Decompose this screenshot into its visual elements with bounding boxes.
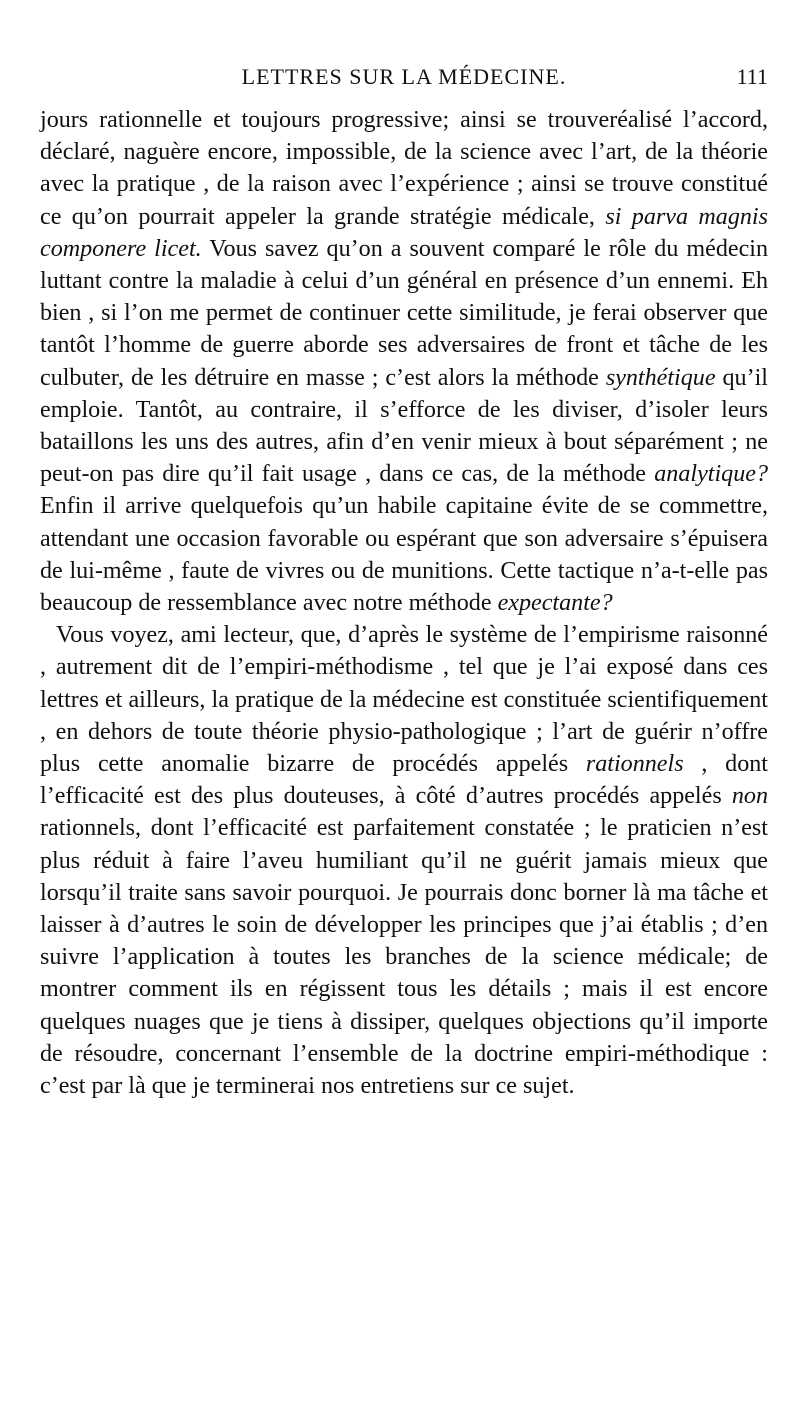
paragraph-1-italic-3: analytique? bbox=[654, 461, 768, 488]
paragraph-2 bbox=[40, 619, 768, 1102]
page-number: 111 bbox=[736, 64, 768, 89]
running-head bbox=[40, 62, 768, 92]
paragraph-2-text-2: , dont l’efficacité est des plus douteuses, à côté d’autres procédés appelés bbox=[40, 751, 768, 810]
paragraph-1-text-2: Vous savez qu’on a souvent comparé le rôle du médecin luttant contre la maladie à celui d’un général en présence d’un ennemi. Eh bien , si l’on me permet de continuer cette similitude, je ferai observer que tantôt l’homme de guerre aborde ses adversaires de front et tâche de les culbuter, de les détruire en masse ; c’est alors la méthode bbox=[40, 235, 769, 391]
paragraph-1-text-4: Enfin il arrive quelquefois qu’un habile capitaine évite de se commettre, attendant une occasion favorable ou espérant que son adversaire s’épuisera de lui-même , faute de vivres ou de munitions. Cette tactique n’a-t-elle pas beaucoup de ressemblance avec notre méthode bbox=[40, 493, 768, 617]
body-text bbox=[40, 104, 768, 1102]
paragraph-2-text-1: Vous voyez, ami lecteur, que, d’après le système de l’empirisme raisonné , autrement dit de l’empiri-méthodisme , tel que je l’ai exposé dans ces lettres et ailleurs, la pratique de la médecine est constituée scientifiquement , en dehors de toute théorie physio-pathologique ; l’art de guérir n’offre plus cette anomalie bizarre de procédés appelés bbox=[40, 622, 768, 778]
paragraph-1 bbox=[40, 104, 768, 619]
paragraph-2-text-3: rationnels, dont l’efficacité est parfaitement constatée ; le praticien n’est plus réduit à faire l’aveu humiliant qu’il ne guérit jamais mieux que lorsqu’il traite sans savoir pourquoi. Je pourrais donc borner là ma tâche et laisser à d’autres le soin de développer les principes que j’ai établis ; d’en suivre l’application à toutes les branches de la science médicale; de montrer comment ils en régissent tous les détails ; mais il est encore quelques nuages que je tiens à dissiper, quelques objections qu’il importe de résoudre, concernant l’ensemble de la doctrine empiri-méthodique : c’est par là que je terminerai nos entretiens sur ce sujet. bbox=[40, 815, 768, 1100]
running-title: LETTRES SUR LA MÉDECINE. bbox=[241, 64, 567, 89]
paragraph-1-italic-2: synthétique bbox=[605, 364, 716, 391]
paragraph-1-italic-1: si parva magnis componere licet. bbox=[40, 203, 768, 262]
paragraph-1-text-1: jours rationnelle et toujours progressive; ainsi se trouveréalisé l’accord, déclaré, naguère encore, impossible, de la science avec l’art, de la théorie avec la pratique , de la raison avec l’expérience ; ainsi se trouve constitué ce qu’on pourrait appeler la grande stratégie médicale, bbox=[40, 107, 768, 230]
paragraph-1-italic-4: expectante? bbox=[497, 590, 613, 617]
paragraph-2-italic-2: non bbox=[731, 783, 768, 810]
paragraph-1-text-3: qu’il emploie. Tantôt, au contraire, il s’efforce de les diviser, d’isoler leurs bataillons les uns des autres, afin d’en venir mieux à bout séparément ; ne peut-on pas dire qu’il fait usage , dans ce cas, de la méthode bbox=[40, 364, 768, 488]
paragraph-2-italic-1: rationnels bbox=[585, 751, 684, 778]
